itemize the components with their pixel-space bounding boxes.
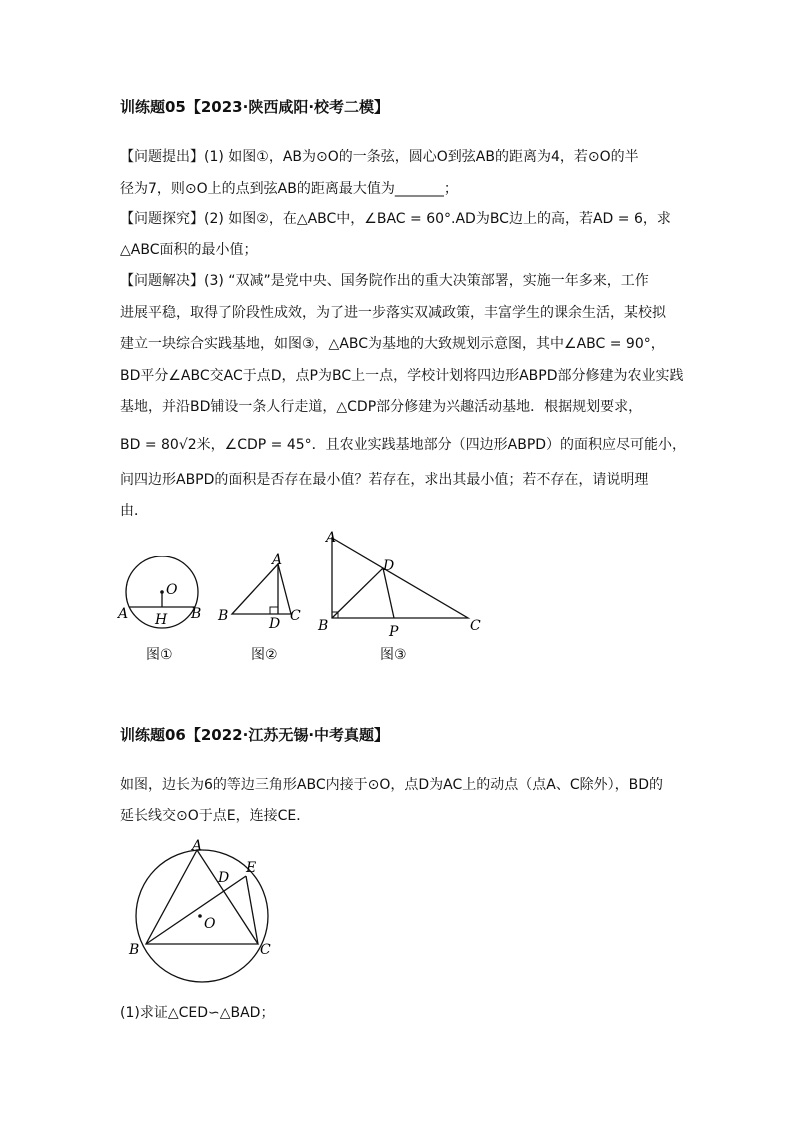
ex05-line-10: BD = 80√2米，∠CDP = 45°．且农业实践基地部分（四边形ABPD）的面积应尽可能小， <box>120 437 687 453</box>
ex05-line-6: 进展平稳，取得了阶段性成效，为了进一步落实双减政策，丰富学生的课余生活，某校拟 <box>120 305 666 321</box>
ex05-line-2: 径为7，则⊙O上的点到弦AB的距离最大值为_______； <box>120 181 458 197</box>
figure-1-caption: 图① <box>146 647 173 663</box>
fig1-label-B: B <box>191 606 202 622</box>
ex05-line-8: BD平分∠ABC交AC于点D，点P为BC上一点，学校计划将四边形ABPD部分修建为农业实践 <box>120 368 684 384</box>
fig4-label-E: E <box>246 860 257 876</box>
fig2-label-D: D <box>269 616 281 632</box>
ex05-line-11: 问四边形ABPD的面积是否存在最小值？若存在，求出其最小值；若不存在，请说明理 <box>120 472 649 488</box>
fig1-label-O: O <box>166 582 178 598</box>
figure-1-circle-chord <box>112 556 222 636</box>
fig1-label-A: A <box>118 606 129 622</box>
fig4-label-B: B <box>129 942 140 958</box>
fig4-label-A: A <box>192 838 203 854</box>
fig4-label-O: O <box>204 916 216 932</box>
fig3-label-P: P <box>389 624 399 640</box>
ex05-line-5: 【问题解决】(3) “双减”是党中央、国务院作出的重大决策部署，实施一年多来，工作 <box>120 273 649 289</box>
exercise-05-heading: 训练题05【2023·陕西咸阳·校考二模】 <box>120 98 390 116</box>
fig2-label-B: B <box>218 608 229 624</box>
ex05-line-7: 建立一块综合实践基地，如图③，△ABC为基地的大致规划示意图，其中∠ABC = 90°， <box>120 336 665 352</box>
fig3-label-C: C <box>470 618 481 634</box>
ex05-line-12: 由． <box>120 503 148 519</box>
figure-inscribed-equilateral-triangle <box>120 834 290 994</box>
fig4-label-C: C <box>260 942 271 958</box>
fig2-label-A: A <box>272 552 283 568</box>
ex05-line-4: △ABC面积的最小值； <box>120 242 258 258</box>
exercise-06-heading: 训练题06【2022·江苏无锡·中考真题】 <box>120 726 390 744</box>
fig3-label-D: D <box>383 558 395 574</box>
fig3-label-A: A <box>326 530 337 546</box>
figure-3-right-triangle <box>314 528 494 640</box>
ex05-line-3: 【问题探究】(2) 如图②，在△ABC中，∠BAC = 60°.AD为BC边上的高，若AD = 6，求 <box>120 211 671 227</box>
fig2-label-C: C <box>290 608 301 624</box>
ex05-line-1: 【问题提出】(1) 如图①，AB为⊙O的一条弦，圆心O到弦AB的距离为4，若⊙O的半 <box>120 149 639 165</box>
fig1-label-H: H <box>155 612 168 628</box>
ex06-line-1: 如图，边长为6的等边三角形ABC内接于⊙O，点D为AC上的动点（点A、C除外），BD的 <box>120 777 663 793</box>
ex06-line-2: 延长线交⊙O于点E，连接CE． <box>120 808 311 824</box>
fig3-label-B: B <box>318 618 329 634</box>
figure-3-caption: 图③ <box>380 647 407 663</box>
figure-2-triangle-altitude <box>214 552 310 632</box>
ex06-question-1: (1)求证△CED∽△BAD； <box>120 1005 275 1021</box>
ex05-line-9: 基地，并沿BD铺设一条人行走道，△CDP部分修建为兴趣活动基地．根据规划要求， <box>120 399 643 415</box>
fig4-label-D: D <box>218 870 230 886</box>
figure-2-caption: 图② <box>251 647 278 663</box>
